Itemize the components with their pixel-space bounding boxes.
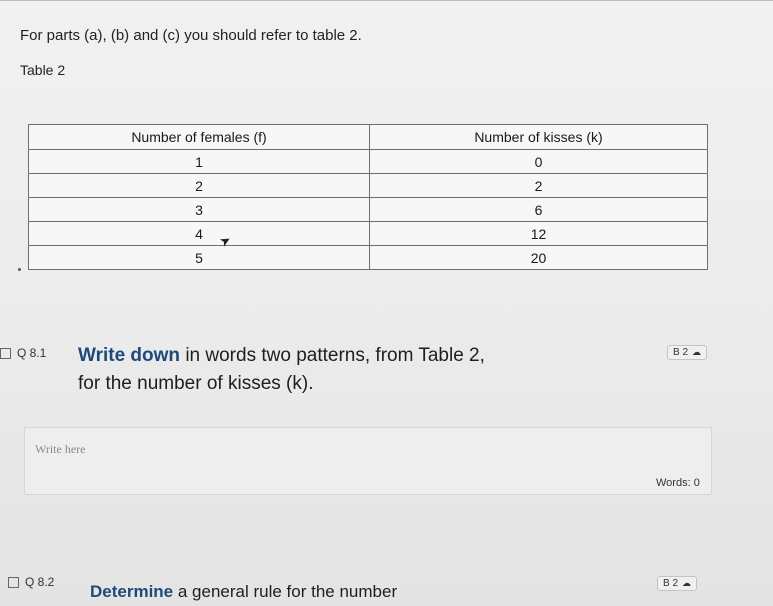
table-caption: Table 2 [20,62,66,78]
table-header-row [29,125,708,150]
question-number: Q 8.2 [25,575,55,589]
cell-females: 2 [29,174,370,198]
cell-kisses: 2 [370,174,708,198]
marks-badge[interactable] [667,345,707,360]
table-row [29,150,708,174]
table-row [29,222,708,246]
marks-label: B 2 [673,347,689,358]
cell-kisses: 0 [370,150,708,174]
cell-females: 4 [29,222,370,246]
marks-label: B 2 [663,578,679,589]
data-table [28,124,708,270]
cloud-icon: ☁ [682,578,692,588]
cloud-icon: ☁ [692,347,702,357]
question-number: Q 8.1 [17,346,47,360]
cell-females: 5 [29,246,370,270]
mouse-pointer-icon: ➤ [216,231,234,250]
cell-kisses: 6 [370,198,708,222]
bookmark-icon[interactable] [8,577,19,588]
question-8-2-header [8,575,54,589]
intro-text: For parts (a), (b) and (c) you should refer to table 2. [20,27,362,44]
header-kisses: Number of kisses (k) [370,125,708,150]
top-divider [0,0,773,1]
command-word: Write down [78,345,181,366]
question-body: in words two patterns, from Table 2, for the number of kisses (k). [78,345,485,394]
table-row [29,246,708,270]
table-row [29,174,708,198]
table-row [29,198,708,222]
answer-box[interactable] [24,427,712,495]
cell-females: 1 [29,150,370,174]
header-females: Number of females (f) [29,125,370,150]
cell-kisses: 20 [370,246,708,270]
word-count: Words: 0 [656,477,700,489]
marks-badge[interactable] [657,576,697,591]
command-word: Determine [90,582,174,601]
cell-kisses: 12 [370,222,708,246]
question-8-1-text [78,342,498,398]
question-body: a general rule for the number [173,582,398,601]
cell-females: 3 [29,198,370,222]
speck [18,268,21,271]
bookmark-icon[interactable] [0,348,11,359]
question-8-1-header [0,346,46,360]
question-8-2-text [90,578,397,606]
answer-input[interactable] [25,428,711,494]
